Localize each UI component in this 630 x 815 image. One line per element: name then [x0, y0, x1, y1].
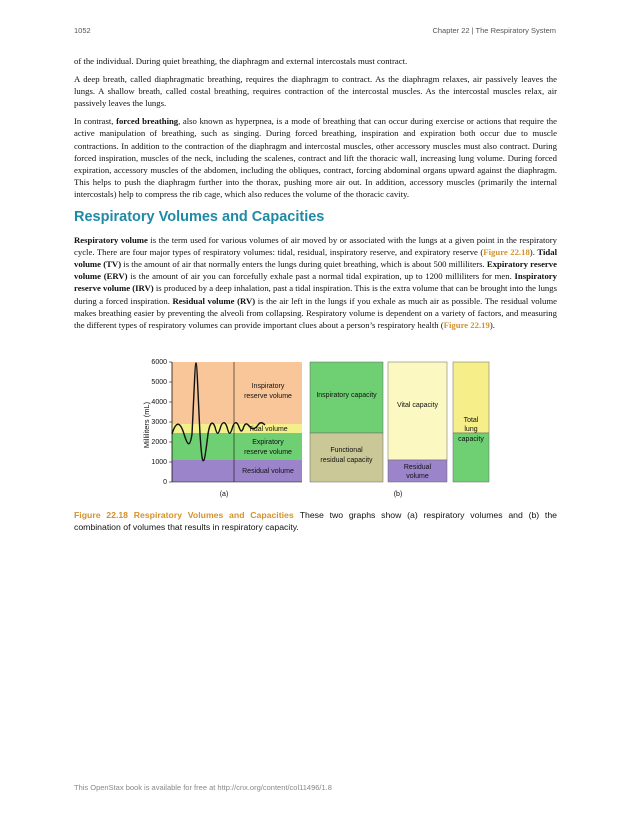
- term-tidal-volume: Tidal volume (TV): [74, 247, 557, 270]
- erv-label: Expiratory: [252, 439, 284, 446]
- running-header: Chapter 22 | The Respiratory System: [432, 26, 556, 35]
- term-respiratory-volume: Respiratory volume: [74, 235, 148, 246]
- caption-text: These two graphs show (a) respiratory volumes and (b) the combination of volumes that results in respiratory capacity.: [74, 510, 557, 532]
- frc-label: Functional: [330, 447, 363, 454]
- figure-caption: [74, 509, 557, 533]
- y-tick: 2000: [151, 439, 167, 446]
- page-number: 1052: [74, 26, 91, 35]
- paragraph: In contrast, forced breathing, also known as hyperpnea, is a mode of breathing that can occur during exercise or actions that require the active manipulation of breathing, such as singing. During forced breathing, inspiration and expiration both occur due to muscle contractions. In addition to the contraction of the diaphragm and intercostal muscles, other accessory muscles must also contract. During forced inspiration, muscles of the neck, including the scalenes, contract and lift the thoracic wall, increasing lung volume. During forced expiration, accessory muscles of the abdomen, including the obliques, contract, forcing abdominal organs upward against the diaphragm. This helps to push the diaphragm further into the thorax, pushing more air out. In addition, accessory muscles (primarily the internal intercostals) help to compress the rib cage, which also reduces the volume of the thoracic cavity.: [74, 116, 557, 199]
- tlc-label: capacity: [458, 436, 484, 443]
- term-erv: Expiratory reserve volume (ERV): [74, 259, 557, 282]
- tidal-label: Tidal volume: [248, 426, 288, 433]
- panel-a-label: (a): [219, 491, 229, 498]
- frc-label: residual capacity: [320, 457, 373, 464]
- y-tick: 4000: [151, 399, 167, 406]
- paragraph: A deep breath, called diaphragmatic breathing, requires the diaphragm to contract. As the diaphragm relaxes, air passively leaves the lungs. A shallow breath, called costal breathing, requires contraction of the intercostal muscles. As the intercostal muscles relax, air passively leaves the lungs.: [74, 74, 557, 109]
- irv-label: Inspiratory: [251, 383, 285, 390]
- y-tick: 0: [163, 479, 167, 486]
- caption-title: Figure 22.18 Respiratory Volumes and Capacities: [74, 510, 294, 520]
- footer-note: This OpenStax book is available for free at http://cnx.org/content/col11496/1.8: [74, 783, 332, 792]
- panel-a: [172, 362, 302, 498]
- paragraph: of the individual. During quiet breathing, the diaphragm and external intercostals must contract.: [74, 56, 408, 66]
- section-heading: Respiratory Volumes and Capacities: [74, 209, 325, 226]
- term-irv: Inspiratory reserve volume (IRV): [74, 271, 557, 294]
- y-tick: 3000: [151, 419, 167, 426]
- y-tick: 5000: [151, 379, 167, 386]
- rv-b-label: Residual: [403, 464, 432, 471]
- vital-capacity: [388, 362, 447, 460]
- panel-b-label: (b): [393, 491, 403, 498]
- y-tick: 6000: [151, 359, 167, 366]
- body-text: [74, 55, 557, 337]
- irv-label: reserve volume: [244, 393, 292, 400]
- term-residual-volume: Residual volume (RV): [172, 295, 256, 306]
- rv-b-label: volume: [406, 473, 429, 480]
- term-forced-breathing: forced breathing: [116, 116, 179, 127]
- tlc-label: Total: [463, 417, 479, 424]
- rv-label: Residual volume: [242, 468, 294, 475]
- figure-graphic: [142, 355, 492, 503]
- figure-link[interactable]: Figure 22.19: [443, 319, 490, 330]
- y-axis-label: Milliliters (mL): [142, 401, 151, 449]
- y-tick: 1000: [151, 459, 167, 466]
- paragraph: Respiratory volume is the term used for various volumes of air moved by or associated with the lungs at a given point in the respiratory cycle. There are four major types of respiratory volumes: tidal, residual, inspiratory reserve, and expiratory reserve (Figure 22.18). Tidal volume (TV) is the amount of air that normally enters the lungs during quiet breathing, which is about 500 milliliters. Expiratory reserve volume (ERV) is the amount of air you can forcefully exhale past a normal tidal expiration, up to 1200 milliliters for men. Inspiratory reserve volume (IRV) is produced by a deep inhalation, past a tidal inspiration. This is the extra volume that can be brought into the lungs during a forced inspiration. Residual volume (RV) is the air left in the lungs if you exhale as much air as possible. The residual volume makes breathing easier by preventing the alveoli from collapsing. Respiratory volume is dependent on a variety of factors, and measuring the different types of respiratory volumes can provide important clues about a person’s respiratory health (Figure 22.19).: [74, 235, 558, 330]
- respiratory-volumes-figure: [142, 355, 492, 503]
- tlc-label: lung: [464, 426, 478, 433]
- ic-label: Inspiratory capacity: [316, 392, 377, 399]
- figure-link[interactable]: Figure 22.18: [483, 247, 530, 258]
- panel-b: [310, 362, 489, 498]
- erv-label: reserve volume: [244, 449, 292, 456]
- vc-label: Vital capacity: [396, 402, 439, 409]
